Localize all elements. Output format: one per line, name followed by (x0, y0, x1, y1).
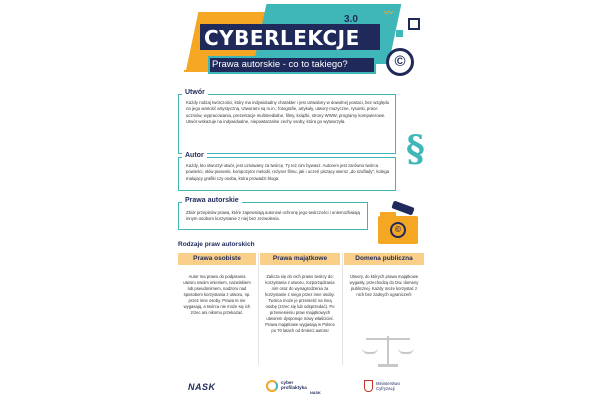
copyright-icon: © (386, 48, 414, 76)
section-title: Utwór (182, 89, 208, 96)
column-header-economic: Prawa majątkowe (260, 253, 340, 265)
header-banner (168, 0, 433, 82)
column-header-personal: Prawa osobiste (178, 253, 256, 265)
types-title: Rodzaje praw autorskich (178, 241, 255, 248)
nask-logo: NASK (188, 382, 216, 392)
version-label: 3.0 (344, 14, 358, 25)
ministry-logo: Ministerstwo Cyfryzacji (376, 381, 400, 391)
emblem-icon (364, 380, 373, 392)
cyberprofilaktyka-sub: NASK (310, 391, 321, 395)
section-title: Prawa autorskie (182, 197, 242, 204)
column-divider (258, 253, 259, 365)
decorative-square-icon (408, 18, 420, 30)
section-text: Zbiór przepisów prawa, które zapewniają autorowi ochronę jego twórczości i uniemożliwiają innym osobom korzystanie z niej bez zezwolenia. (186, 210, 360, 222)
footer-logos (168, 376, 433, 400)
scales-of-justice-icon (360, 332, 416, 368)
section-text: Każdy, kto stworzył utwór, jest uznawany za twórcę. Ty też nim bywasz. Autorem jest zarówno twórca powieści, słów piosenki, kompozytor melodii, reżyser filmu, jak i uczeń piszący wiersz „do szuflady”, kolega malujący grafiki czy osoba, która prowadzi bloga. (186, 163, 389, 181)
paragraph-icon: § (406, 128, 425, 170)
section-title: Autor (182, 152, 207, 159)
column-header-public-domain: Domena publiczna (344, 253, 424, 265)
section-text: Każdy rodzaj twórczości, który ma indywidualny charakter i jest utrwalony w dowolnej postaci, bez względu na jego wartość artystyczną. Utworami są m.in.: fotografie, artykuły, utwory muzyczne, rysunki, prace uczniów, wypracowania, prezentacje multimedialne, filmy, książki, strony WWW, programy komputerowe. Utwór wskazuje na indywidualne, niepowtarzalne cechy osoby, która go wytworzyła. (186, 100, 389, 125)
column-divider (342, 253, 343, 365)
folder-copyright-icon: © (378, 204, 418, 244)
cyberprofilaktyka-logo: cyber profilaktyka (281, 380, 307, 390)
column-text-personal: Autor ma prawo do podpisania utworu swoim imieniem, nazwiskiem lub pseudonimem, nadzoru nad sposobem korzystania z utworu, np. przez inne osoby. Prawa te nie wygasają, a twórca nie może się ich zrzec ani nikomu przekazać. (183, 274, 251, 315)
column-text-economic: Zalicza się do nich prawo twórcy do: korzystania z utworu, rozporządzania nim oraz do wynagrodzenia za korzystanie z niego przez inne osoby. Twórca może je przenieść na inną osobę (zrzec się lub odsprzedać). Po przeniesieniu praw majątkowych utworem dysponuje nowy właściciel. Prawa majątkowe wygasają w Polsce po 70 latach od śmierci autora! (265, 274, 335, 333)
infographic-page (168, 0, 433, 400)
decorative-zigzag-icon: 〰 (384, 8, 394, 18)
column-text-public-domain: Utwory, do których prawa majątkowe wygasły, przechodzą do tzw. domeny publicznej. Każdy może korzystać z nich bez żadnych ograniczeń! (349, 274, 419, 297)
cyberprofilaktyka-logo-icon (266, 380, 278, 392)
decorative-square-icon (396, 30, 403, 37)
page-subtitle: Prawa autorskie - co to takiego? (212, 59, 348, 70)
decorative-line (184, 70, 202, 72)
page-title: CYBERLEKCJE (204, 26, 360, 50)
